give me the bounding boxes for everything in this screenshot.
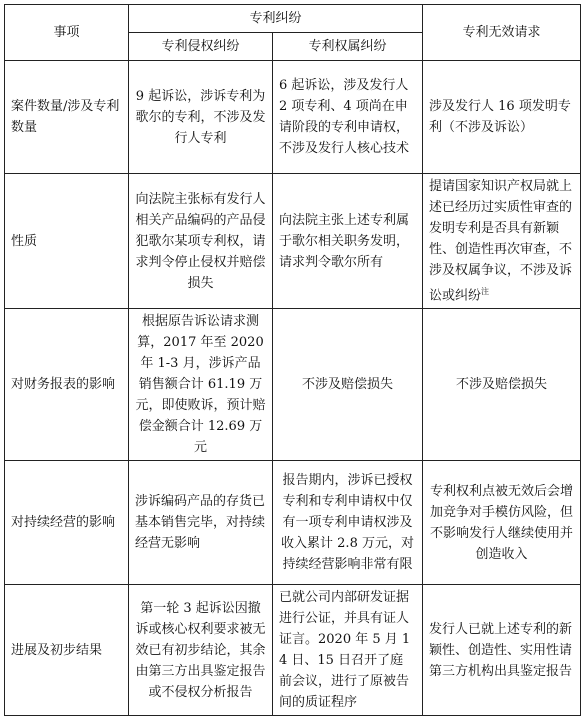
table-row (5, 585, 581, 716)
row-label: 案件数量/涉及专利数量 (5, 61, 129, 174)
cell-invalidation: 涉及发行人 16 项发明专利（不涉及诉讼） (423, 61, 581, 174)
header-item: 事项 (5, 5, 129, 61)
row-label: 进展及初步结果 (5, 585, 129, 716)
cell-ownership: 报告期内，涉诉已授权专利和专利申请权中仅有一项专利申请权涉及收入累计 2.8 万元，对持续经营影响非常有限 (273, 461, 423, 585)
header-patent-dispute: 专利纠纷 (129, 5, 423, 33)
cell-invalidation: 发行人已就上述专利的新颖性、创造性、实用性请第三方机构出具鉴定报告 (423, 585, 581, 716)
row-label: 对持续经营的影响 (5, 461, 129, 585)
cell-ownership: 向法院主张上述专利属于歌尔相关职务发明，请求判令歌尔所有 (273, 174, 423, 309)
cell-invalidation-text: 提请国家知识产权局就上述已经历过实质性审查的发明专利是否具有新颖性、创造性再次审查，不涉及权属争议，不涉及诉讼或纠纷 (429, 179, 573, 304)
table-row (5, 174, 581, 309)
cell-invalidation: 专利权利点被无效后会增加竞争对手模仿风险，但不影响发行人继续使用并创造收入 (423, 461, 581, 585)
header-infringement: 专利侵权纠纷 (129, 33, 273, 61)
cell-invalidation (423, 174, 581, 309)
header-row-1 (5, 5, 581, 33)
footnote-marker: 注 (481, 287, 490, 296)
cell-ownership: 已就公司内部研发证据进行公证，并具有证人证言。2020 年 5 月 14 日、15 日召开了庭前会议，进行了原被告间的质证程序 (273, 585, 423, 716)
table-row (5, 61, 581, 174)
cell-ownership: 6 起诉讼，涉及发行人 2 项专利、4 项尚在申请阶段的专利申请权，不涉及发行人核心技术 (273, 61, 423, 174)
row-label: 性质 (5, 174, 129, 309)
cell-infringement: 9 起诉讼，涉诉专利为歌尔的专利，不涉及发行人专利 (129, 61, 273, 174)
cell-infringement: 第一轮 3 起诉讼因撤诉或核心权利要求被无效已有初步结论，其余由第三方出具鉴定报告或不侵权分析报告 (129, 585, 273, 716)
patent-dispute-table-container (4, 4, 581, 716)
patent-dispute-table (4, 4, 581, 716)
cell-infringement: 涉诉编码产品的存货已基本销售完毕，对持续经营无影响 (129, 461, 273, 585)
table-row (5, 461, 581, 585)
cell-invalidation: 不涉及赔偿损失 (423, 309, 581, 461)
header-ownership: 专利权属纠纷 (273, 33, 423, 61)
header-invalidation: 专利无效请求 (423, 5, 581, 61)
table-row (5, 309, 581, 461)
cell-infringement: 根据原告诉讼请求测算，2017 年至 2020 年 1-3 月，涉诉产品销售额合计 61.19 万元，即使败诉，预计赔偿金额合计 12.69 万元 (129, 309, 273, 461)
cell-infringement: 向法院主张标有发行人相关产品编码的产品侵犯歌尔某项专利权，请求判令停止侵权并赔偿损失 (129, 174, 273, 309)
cell-ownership: 不涉及赔偿损失 (273, 309, 423, 461)
row-label: 对财务报表的影响 (5, 309, 129, 461)
